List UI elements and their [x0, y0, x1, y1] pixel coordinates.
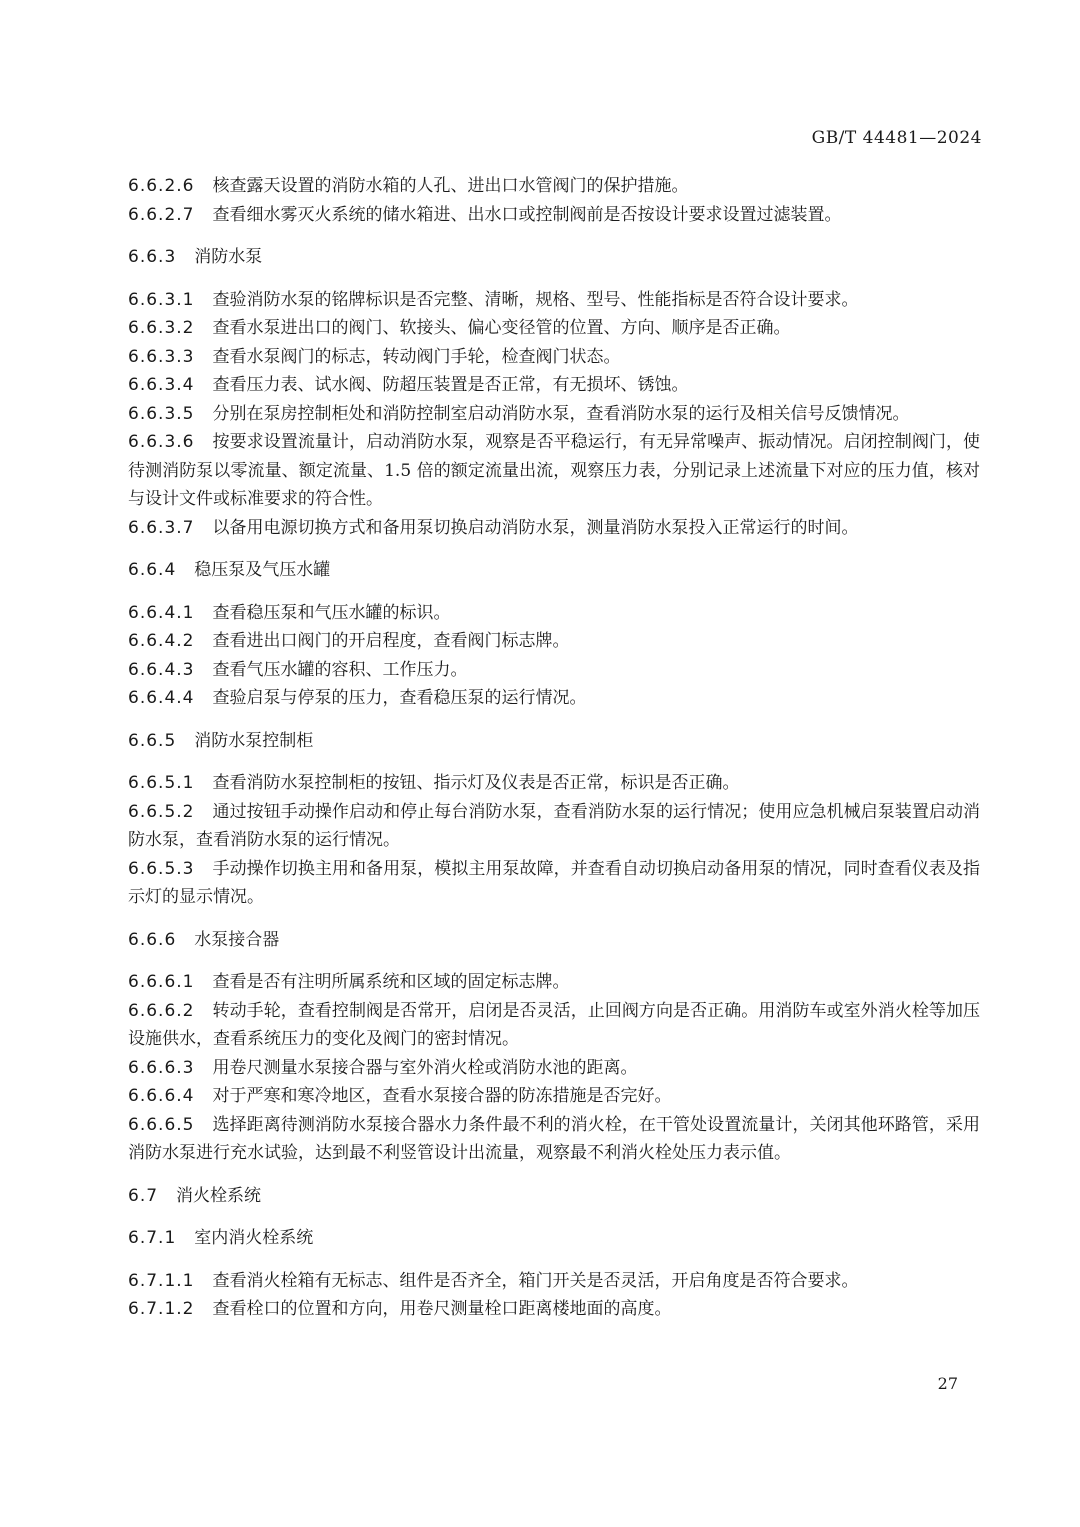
clause-paragraph: [128, 371, 980, 400]
clause-paragraph: [128, 1111, 980, 1168]
clause-number: 6.6.3.5: [128, 403, 195, 424]
clause-number: 6.6.3.7: [128, 517, 195, 538]
clause-number: 6.6.5.2: [128, 801, 195, 822]
clause-text: 对于严寒和寒冷地区，查看水泵接合器的防冻措施是否完好。: [212, 1086, 672, 1106]
clause-paragraph: [128, 798, 980, 855]
section-heading: [128, 727, 980, 756]
clause-number: 6.6.4.2: [128, 631, 195, 651]
clause-paragraph: [128, 627, 980, 656]
clause-number: 6.6.2.7: [128, 204, 195, 225]
clause-number: 6.7.1.2: [128, 1299, 195, 1319]
clause-number: 6.6.6.3: [128, 1057, 195, 1078]
heading-text: 消火栓系统: [176, 1185, 262, 1206]
clause-text: 查看消火栓箱有无标志、组件是否齐全，箱门开关是否灵活，开启角度是否符合要求。: [212, 1270, 859, 1291]
section-heading: [128, 926, 980, 955]
clause-text: 查看是否有注明所属系统和区域的固定标志牌。: [212, 972, 570, 992]
clause-paragraph: [128, 400, 980, 429]
section-heading: [128, 556, 980, 585]
clause-text: 查看稳压泵和气压水罐的标识。: [212, 602, 451, 623]
clause-text: 查看栓口的位置和方向，用卷尺测量栓口距离楼地面的高度。: [212, 1299, 672, 1319]
clause-paragraph: [128, 201, 980, 230]
clause-number: 6.6.3.3: [128, 346, 195, 367]
clause-number: 6.6.6.2: [128, 1000, 195, 1021]
section-heading: [128, 1224, 980, 1253]
clause-text: 查看水泵进出口的阀门、软接头、偏心变径管的位置、方向、顺序是否正确。: [212, 318, 791, 338]
clause-number: 6.6.6.5: [128, 1114, 195, 1135]
document-body: [128, 172, 980, 1324]
clause-number: 6.6.4.3: [128, 659, 195, 680]
clause-text: 选择距离待测消防水泵接合器水力条件最不利的消火栓，在干管处设置流量计，关闭其他环路管，采用消防水泵进行充水试验，达到最不利竖管设计出流量，观察最不利消火栓处压力表示值。: [128, 1114, 980, 1163]
clause-number: 6.6.6: [128, 929, 177, 950]
heading-text: 水泵接合器: [194, 929, 280, 950]
clause-paragraph: [128, 514, 980, 543]
clause-number: 6.6.4: [128, 560, 177, 580]
clause-paragraph: [128, 769, 980, 798]
clause-number: 6.6.3.2: [128, 318, 195, 338]
clause-number: 6.6.5.3: [128, 858, 195, 879]
clause-text: 查看气压水罐的容积、工作压力。: [212, 659, 468, 680]
clause-paragraph: [128, 314, 980, 343]
clause-number: 6.7: [128, 1185, 159, 1206]
clause-paragraph: [128, 428, 980, 514]
page-number: 27: [937, 1374, 958, 1393]
clause-text: 查看细水雾灭火系统的储水箱进、出水口或控制阀前是否按设计要求设置过滤装置。: [212, 204, 842, 225]
clause-paragraph: [128, 684, 980, 713]
clause-text: 按要求设置流量计，启动消防水泵，观察是否平稳运行，有无异常噪声、振动情况。启闭控制阀门，使待测消防泵以零流量、额定流量、1.5 倍的额定流量出流，观察压力表，分别记录上述流量下对应的压力值，核对与设计文件或标准要求的符合性。: [128, 432, 980, 509]
clause-text: 用卷尺测量水泵接合器与室外消火栓或消防水池的距离。: [212, 1057, 638, 1078]
clause-text: 查验启泵与停泵的压力，查看稳压泵的运行情况。: [212, 688, 587, 708]
section-heading: [128, 243, 980, 272]
clause-text: 以备用电源切换方式和备用泵切换启动消防水泵，测量消防水泵投入正常运行的时间。: [212, 517, 859, 538]
clause-text: 转动手轮，查看控制阀是否常开，启闭是否灵活，止回阀方向是否正确。用消防车或室外消火栓等加压设施供水，查看系统压力的变化及阀门的密封情况。: [128, 1000, 980, 1049]
clause-text: 查看进出口阀门的开启程度，查看阀门标志牌。: [212, 631, 570, 651]
clause-paragraph: [128, 172, 980, 201]
section-heading: [128, 1182, 980, 1211]
clause-paragraph: [128, 968, 980, 997]
clause-number: 6.6.5.1: [128, 773, 195, 793]
clause-paragraph: [128, 286, 980, 315]
heading-text: 稳压泵及气压水罐: [194, 560, 331, 580]
page-header: GB/T 44481—2024: [811, 128, 982, 148]
clause-text: 查看水泵阀门的标志，转动阀门手轮，检查阀门状态。: [212, 346, 621, 367]
clause-text: 分别在泵房控制柜处和消防控制室启动消防水泵，查看消防水泵的运行及相关信号反馈情况。: [212, 403, 910, 424]
clause-paragraph: [128, 656, 980, 685]
clause-paragraph: [128, 1082, 980, 1111]
clause-paragraph: [128, 599, 980, 628]
clause-paragraph: [128, 1054, 980, 1083]
clause-paragraph: [128, 1295, 980, 1324]
clause-paragraph: [128, 1267, 980, 1296]
clause-number: 6.7.1: [128, 1228, 177, 1248]
clause-text: 查看消防水泵控制柜的按钮、指示灯及仪表是否正常，标识是否正确。: [212, 773, 740, 793]
clause-paragraph: [128, 343, 980, 372]
clause-number: 6.6.6.4: [128, 1086, 195, 1106]
clause-number: 6.6.4.4: [128, 688, 195, 708]
clause-paragraph: [128, 997, 980, 1054]
clause-text: 查验消防水泵的铭牌标识是否完整、清晰，规格、型号、性能指标是否符合设计要求。: [212, 289, 859, 310]
heading-text: 消防水泵控制柜: [194, 730, 314, 751]
heading-text: 室内消火栓系统: [194, 1228, 314, 1248]
clause-text: 查看压力表、试水阀、防超压装置是否正常，有无损坏、锈蚀。: [212, 375, 689, 395]
clause-number: 6.6.5: [128, 730, 177, 751]
heading-text: 消防水泵: [194, 247, 263, 267]
clause-number: 6.6.3.4: [128, 375, 195, 395]
clause-text: 手动操作切换主用和备用泵，模拟主用泵故障，并查看自动切换启动备用泵的情况，同时查看仪表及指示灯的显示情况。: [128, 858, 980, 907]
clause-paragraph: [128, 855, 980, 912]
clause-number: 6.6.3.6: [128, 432, 195, 452]
clause-number: 6.7.1.1: [128, 1270, 195, 1291]
clause-number: 6.6.4.1: [128, 602, 195, 623]
clause-text: 核查露天设置的消防水箱的人孔、进出口水管阀门的保护措施。: [212, 176, 689, 196]
clause-number: 6.6.3.1: [128, 289, 195, 310]
clause-number: 6.6.3: [128, 247, 177, 267]
clause-text: 通过按钮手动操作启动和停止每台消防水泵，查看消防水泵的运行情况；使用应急机械启泵装置启动消防水泵，查看消防水泵的运行情况。: [128, 801, 980, 850]
clause-number: 6.6.2.6: [128, 176, 195, 196]
clause-number: 6.6.6.1: [128, 972, 195, 992]
